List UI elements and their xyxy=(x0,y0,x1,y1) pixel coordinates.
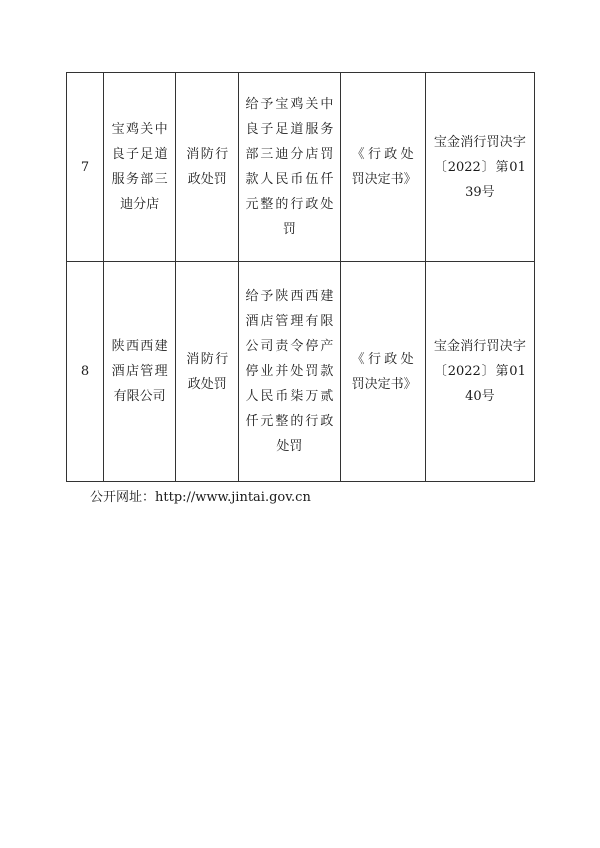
row-number-cell xyxy=(67,73,104,262)
party-name: 宝鸡关中良子足道服务部三迪分店 xyxy=(111,122,168,212)
penalty-content-cell xyxy=(239,262,340,482)
document-number: 宝金消行罚决字〔2022〕第0140号 xyxy=(433,339,526,404)
document-number: 宝金消行罚决字〔2022〕第0139号 xyxy=(433,134,526,200)
penalty-type: 消防行政处罚 xyxy=(186,147,229,187)
document-name: 《行政处罚决定书》 xyxy=(351,351,417,392)
table-row xyxy=(67,73,535,262)
public-url-line: 公开网址：http://www.jintai.gov.cn xyxy=(90,490,311,505)
party-name-cell xyxy=(104,262,176,482)
document-number-cell xyxy=(425,73,534,262)
penalty-content: 给予陕西西建酒店管理有限公司责令停产停业并处罚款人民币柒万贰仟元整的行政处罚 xyxy=(245,289,334,454)
party-name-cell xyxy=(104,73,176,262)
penalty-type-cell xyxy=(176,73,239,262)
document-number-cell xyxy=(425,262,534,482)
row-number-cell xyxy=(67,262,104,482)
row-number: 8 xyxy=(80,364,90,379)
penalty-content-cell xyxy=(239,73,340,262)
party-name: 陕西西建酒店管理有限公司 xyxy=(111,339,168,404)
document-name-cell xyxy=(340,73,425,262)
penalty-records-table xyxy=(66,72,535,482)
penalty-type-cell xyxy=(176,262,239,482)
document-name-cell xyxy=(340,262,425,482)
penalty-type: 消防行政处罚 xyxy=(186,351,229,392)
table-row xyxy=(67,262,535,482)
document-name: 《行政处罚决定书》 xyxy=(351,147,417,187)
row-number: 7 xyxy=(80,159,90,175)
penalty-content: 给予宝鸡关中良子足道服务部三迪分店罚款人民币伍仟元整的行政处罚 xyxy=(245,97,334,237)
